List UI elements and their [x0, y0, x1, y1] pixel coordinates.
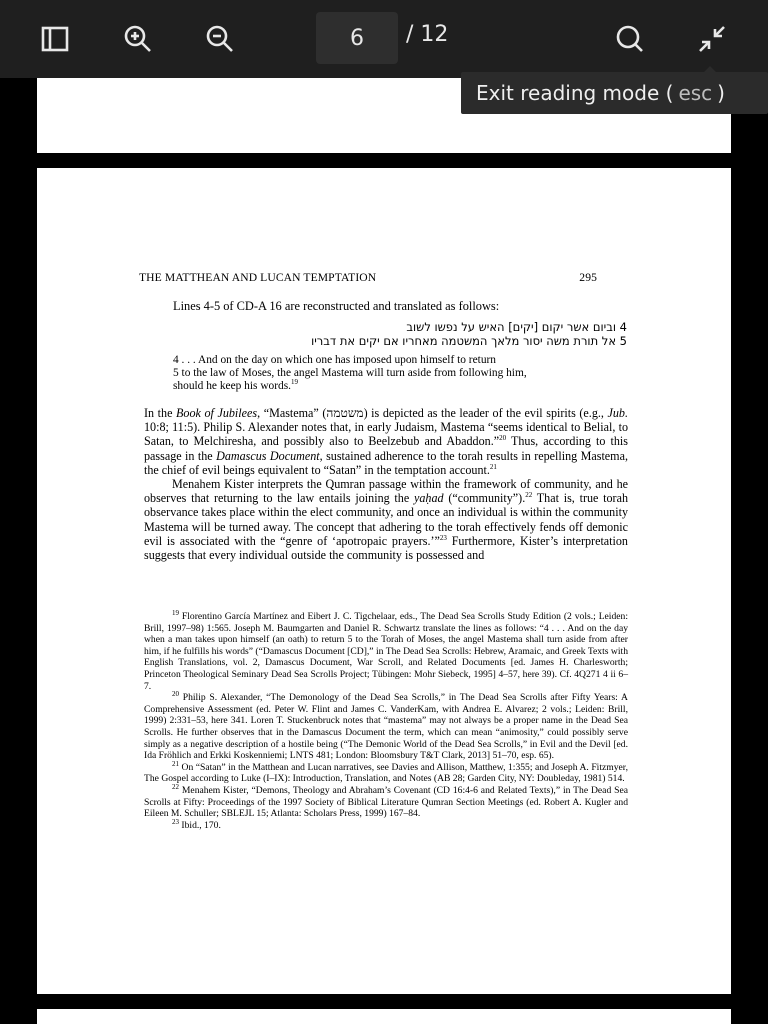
exit-fullscreen-icon: [696, 23, 728, 55]
zoom-in-icon: [122, 23, 154, 55]
footnote: $^{22}$ Menahem Kister, “Demons, Theology and Abraham’s Covenant (CD 16:4-6 and Related Texts),” in The Dead Sea Scrolls at Fifty: Proceedings of the 1997 Society of Biblical Literature Qumran Section Meetings (ed. Robert A. Kugler and Eileen M. Schuller; SBLEJL 15; Atlanta: Scholars Press, 1999) 167–84.: [144, 782, 628, 820]
page-total-label: / 12: [406, 22, 449, 47]
page-number-input[interactable]: 6: [316, 12, 398, 64]
footnote: $^{23}$ Ibid., 170.: [172, 817, 221, 831]
body-text: [144, 406, 628, 562]
page-number-printed: 295: [579, 271, 597, 284]
search-icon: [614, 23, 646, 55]
zoom-in-button[interactable]: [118, 19, 158, 59]
exit-reading-mode-button[interactable]: [692, 19, 732, 59]
footnote: $^{20}$ Philip S. Alexander, “The Demonology of the Dead Sea Scrolls,” in The Dead Sea Scrolls after Fifty Years: A Comprehensive Assessment (ed. Peter W. Flint and James C. VanderKam, with Andrea E. Alvarez; 2 vols.; Leiden: Brill, 1999) 2:331–53, here 341. Loren T. Stuckenbruck notes that “mastema” may not always be a proper name in the Dead Sea Scrolls. He further observes that in the Damascus Document the term, which can mean “animosity,” could possibly serve simply as a negative description of a hostile being (“The Demonic World of the Dead Sea Scrolls,” in Evil and the Devil [ed. Ida Fröhlich and Erkki Koskenniemi; LNTS 481; London: Bloomsbury T&T Clark, 2013] 51–70, esp. 65).: [144, 689, 628, 762]
translation-line: 5 to the law of Moses, the angel Mastema will turn aside from following him,: [173, 366, 527, 379]
tooltip-shortcut-key: esc: [678, 81, 713, 105]
translation-block: [173, 354, 593, 392]
exit-reading-mode-tooltip: [461, 72, 768, 114]
zoom-out-icon: [204, 23, 236, 55]
hebrew-line-5: 5 אל תורת משה יסור מלאך המשטמה מאחריו אם יקים את דבריו: [311, 334, 627, 348]
translation-line: 4 . . . And on the day on which one has imposed upon himself to return: [173, 354, 497, 366]
running-head-title: THE MATTHEAN AND LUCAN TEMPTATION: [139, 271, 377, 284]
document-page: [37, 168, 731, 994]
sidebar-toggle-icon: [39, 23, 71, 55]
paragraph: Menahem Kister interprets the Qumran passage within the framework of community, and he observes that returning to the law entails joining the yaḥad (“community”).$^{22}$ That is, true torah observance takes place within the elect community, and once an individual is within the community Mastema will be turned away. The concept that adhering to the torah effectively fends off demonic evil is associated with the “genre of ‘apotropaic prayers.’”$^{23}$ Furthermore, Kister’s interpretation suggests that every individual outside the community is possessed and: [144, 477, 629, 563]
footnotes: [144, 608, 628, 831]
tooltip-text-end: ): [717, 81, 725, 105]
next-page: [37, 1009, 731, 1024]
hebrew-line-4: 4 וביום אשר יקום [יקים] האיש על נפשו לשוב: [406, 320, 627, 334]
reader-toolbar: [0, 0, 768, 78]
paragraph: In the Book of Jubilees, “Mastema” (משטמה) is depicted as the leader of the evil spirits (e.g., Jub. 10:8; 11:5). Philip S. Alexander notes that, in early Judaism, Mastema “seems identical to Belial, to Satan, to Melchiresha, and possibly also to Beelzebub and Abaddon.”$^{20}$ Thus, according to this passage in the Damascus Document, sustained adherence to the torah results in repelling Mastema, the chief of evil beings equivalent to “Satan” in the temptation account.$^{21}$: [144, 406, 629, 477]
footnote: $^{21}$ On “Satan” in the Matthean and Lucan narratives, see Davies and Allison, Matthew, 1:355; and Joseph A. Fitzmyer, The Gospel according to Luke (I–IX): Introduction, Translation, and Notes (AB 28; Garden City, NY: Doubleday, 1981) 514.: [144, 759, 628, 785]
tooltip-text: Exit reading mode (: [476, 81, 674, 105]
sidebar-toggle-button[interactable]: [35, 19, 75, 59]
zoom-out-button[interactable]: [200, 19, 240, 59]
footnote: $^{19}$ Florentino García Martínez and Eibert J. C. Tigchelaar, eds., The Dead Sea Scrolls Study Edition (2 vols.; Leiden: Brill, 1997–98) 1:565. Joseph M. Baumgarten and Daniel R. Schwartz translate the lines as follows: “4 . . . And on the day when a man takes upon himself (an oath) to return 5 to the Torah of Moses, the angel Mastema shall turn aside from after him, if he fulfills his words” (“Damascus Document [CD],” in The Dead Sea Scrolls: Hebrew, Aramaic, and Greek Texts with English Translations, vol. 2, Damascus Document, War Scroll, and Related Documents [ed. James H. Charlesworth; Princeton Theological Seminary Dead Sea Scrolls Project; Tübingen: Mohr Siebeck, 1995] 4–57, here 39). Cf. 4Q271 4 ii 6–7.: [144, 608, 628, 692]
translation-line: should he keep his words.$^{19}$: [173, 377, 299, 392]
search-button[interactable]: [610, 19, 650, 59]
intro-line: Lines 4-5 of CD-A 16 are reconstructed and translated as follows:: [173, 299, 500, 313]
